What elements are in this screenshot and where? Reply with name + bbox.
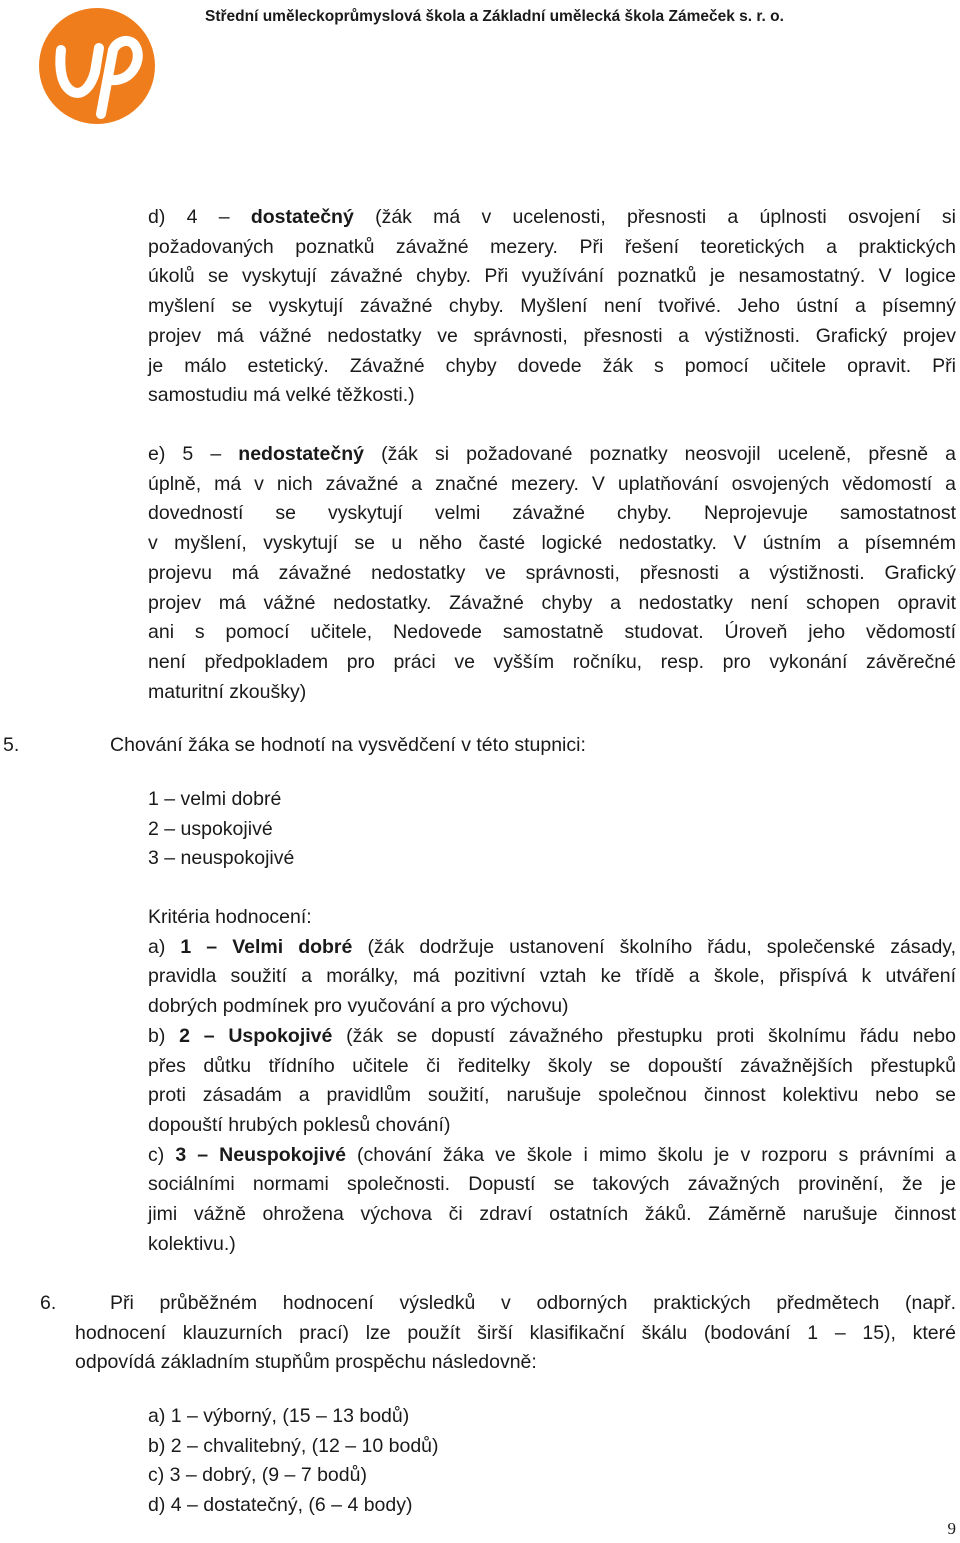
grade-e-line-8: maturitní zkoušky) (148, 680, 307, 703)
criteria-block (148, 903, 956, 1259)
behavior-scale-item: 2 – uspokojivé (148, 817, 273, 840)
section-6-line-0 (40, 1289, 956, 1319)
criteria-heading: Kritéria hodnocení: (148, 906, 312, 928)
school-name-header: Střední uměleckoprůmyslová škola a Základní umělecká škola Zámeček s. r. o. (205, 8, 784, 25)
grade-e-line-4: projevu má závažné nedostatky ve správnosti, přesnosti a výstižnosti. Grafický (148, 561, 956, 584)
criteria-a-text: (žák dodržuje ustanovení školního řádu, společenské zásady, (367, 935, 957, 958)
criteria-b-line-0 (148, 1022, 956, 1052)
section-6-text: Při průběžném hodnocení výsledků v odborných praktických předmětech (např. (110, 1292, 956, 1314)
grade-d-line-0: d) 4 – dostatečný (žák má v ucelenosti, přesnosti a úplnosti osvojení si (148, 206, 957, 228)
criteria-b-line-2: proti zásadám a pravidlům soužití, narušuje společnou činnost kolektivu nebo se (148, 1084, 956, 1107)
grade-d-paragraph (148, 203, 956, 411)
grade-d-line-5: je málo estetický. Závažné chyby dovede žák s pomocí učitele opravit. Při (148, 354, 956, 377)
grade-e-line-0: e) 5 – nedostatečný (žák si požadované poznatky neosvojil uceleně, přesně a (148, 443, 956, 465)
points-scale-list (148, 1402, 648, 1521)
grade-e-line-3: v myšlení, vyskytují se u něho časté logické nedostatky. V ústním a písemném (148, 532, 956, 555)
grade-d-line-4: projev má vážné nedostatky ve správnosti, přesnosti a výstižnosti. Grafický projev (148, 324, 956, 347)
criteria-b-line-3: dopouští hrubých poklesů chování) (148, 1113, 451, 1136)
grade-e-line-7: není předpokladem pro práci ve vyšším ročníku, resp. pro vykonání závěrečné (148, 650, 956, 673)
criteria-c-line-3: kolektivu.) (148, 1232, 236, 1255)
grade-e-line-6: ani s pomocí učitele, Nedovede samostatně studovat. Úroveň jeho vědomostí (148, 621, 956, 644)
behavior-scale-item: 3 – neuspokojivé (148, 847, 295, 870)
grade-d-line-1: požadovaných poznatků závažné mezery. Při řešení teoretických a praktických (148, 235, 956, 258)
grade-e-line-5: projev má vážné nedostatky. Závažné chyby a nedostatky není schopen opravit (148, 591, 956, 614)
behavior-scale-list (148, 785, 548, 874)
criteria-c-line-0 (148, 1141, 956, 1171)
criteria-b-text: (žák se dopustí závažného přestupku proti školnímu řádu nebo (346, 1024, 956, 1047)
criteria-a-prefix: a) (148, 935, 166, 958)
section-6-paragraph (40, 1289, 956, 1378)
grade-e-line-2: dovedností se vyskytují velmi závažné chyby. Neprojevuje samostatnost (148, 502, 956, 525)
grade-e-text: (žák si požadované poznatky neosvojil uceleně, přesně a (381, 443, 956, 465)
points-scale-item: b) 2 – chvalitebný, (12 – 10 bodů) (148, 1434, 439, 1457)
criteria-b-line-1: přes důtku třídního učitele či ředitelky školy se dopouští závažnějších přestupků (148, 1054, 956, 1077)
points-scale-item: c) 3 – dobrý, (9 – 7 bodů) (148, 1464, 367, 1487)
school-logo (37, 6, 157, 126)
criteria-b-prefix: b) (148, 1024, 166, 1047)
section-6-line-2: odpovídá základním stupňům prospěchu následovně: (75, 1351, 537, 1374)
section-6-number: 6. (40, 1292, 57, 1314)
criteria-c-term: 3 – Neuspokojivé (175, 1143, 346, 1166)
criteria-a-line-2: dobrých podmínek pro vyučování a pro výchovu) (148, 995, 569, 1018)
grade-e-term: nedostatečný (238, 443, 364, 465)
points-scale-item: d) 4 – dostatečný, (6 – 4 body) (148, 1494, 413, 1517)
section-5-heading (3, 731, 903, 761)
grade-d-line-3: myšlení se vyskytují závažné chyby. Myšlení není tvořivé. Jeho ústní a písemný (148, 295, 956, 318)
criteria-b-term: 2 – Uspokojivé (179, 1024, 333, 1047)
grade-d-term: dostatečný (250, 206, 354, 228)
behavior-scale-item: 1 – velmi dobré (148, 788, 282, 810)
section-5-number: 5. (3, 734, 20, 756)
criteria-c-line-1: sociálními normami společnosti. Dopustí se takových závažných provinění, že je (148, 1173, 956, 1196)
criteria-c-prefix: c) (148, 1143, 165, 1166)
section-6-line-1: hodnocení klauzurních prací) lze použít širší klasifikační škálu (bodování 1 – 15), které (75, 1321, 956, 1344)
grade-d-line-6: samostudiu má velké těžkosti.) (148, 384, 415, 407)
grade-e-line-1: úplně, má v nich závažné a značné mezery. V uplatňování osvojených vědomostí a (148, 472, 956, 495)
criteria-c-text: (chování žáka ve škole i mimo školu je v rozporu s právními a (357, 1143, 956, 1166)
criteria-c-line-2: jimi vážně ohrožena výchova či zdraví ostatních žáků. Záměrně narušuje činnost (148, 1203, 956, 1226)
page-number: 9 (947, 1519, 956, 1538)
criteria-a-term: 1 – Velmi dobré (180, 935, 353, 958)
points-scale-item: a) 1 – výborný, (15 – 13 bodů) (148, 1405, 410, 1427)
grade-e-paragraph (148, 440, 956, 707)
grade-d-text: (žák má v ucelenosti, přesnosti a úplnosti osvojení si (375, 206, 957, 228)
grade-d-line-2: úkolů se vyskytují závažné chyby. Při využívání poznatků je nesamostatný. V logice (148, 265, 956, 288)
criteria-a-line-0 (148, 933, 956, 963)
criteria-a-line-1: pravidla soužití a morálky, má pozitivní vztah ke třídě a škole, přispívá k utváření (148, 965, 956, 988)
section-5-text: Chování žáka se hodnotí na vysvědčení v této stupnici: (110, 734, 586, 756)
grade-d-prefix: d) 4 (148, 206, 198, 228)
grade-e-prefix: e) 5 (148, 443, 194, 465)
